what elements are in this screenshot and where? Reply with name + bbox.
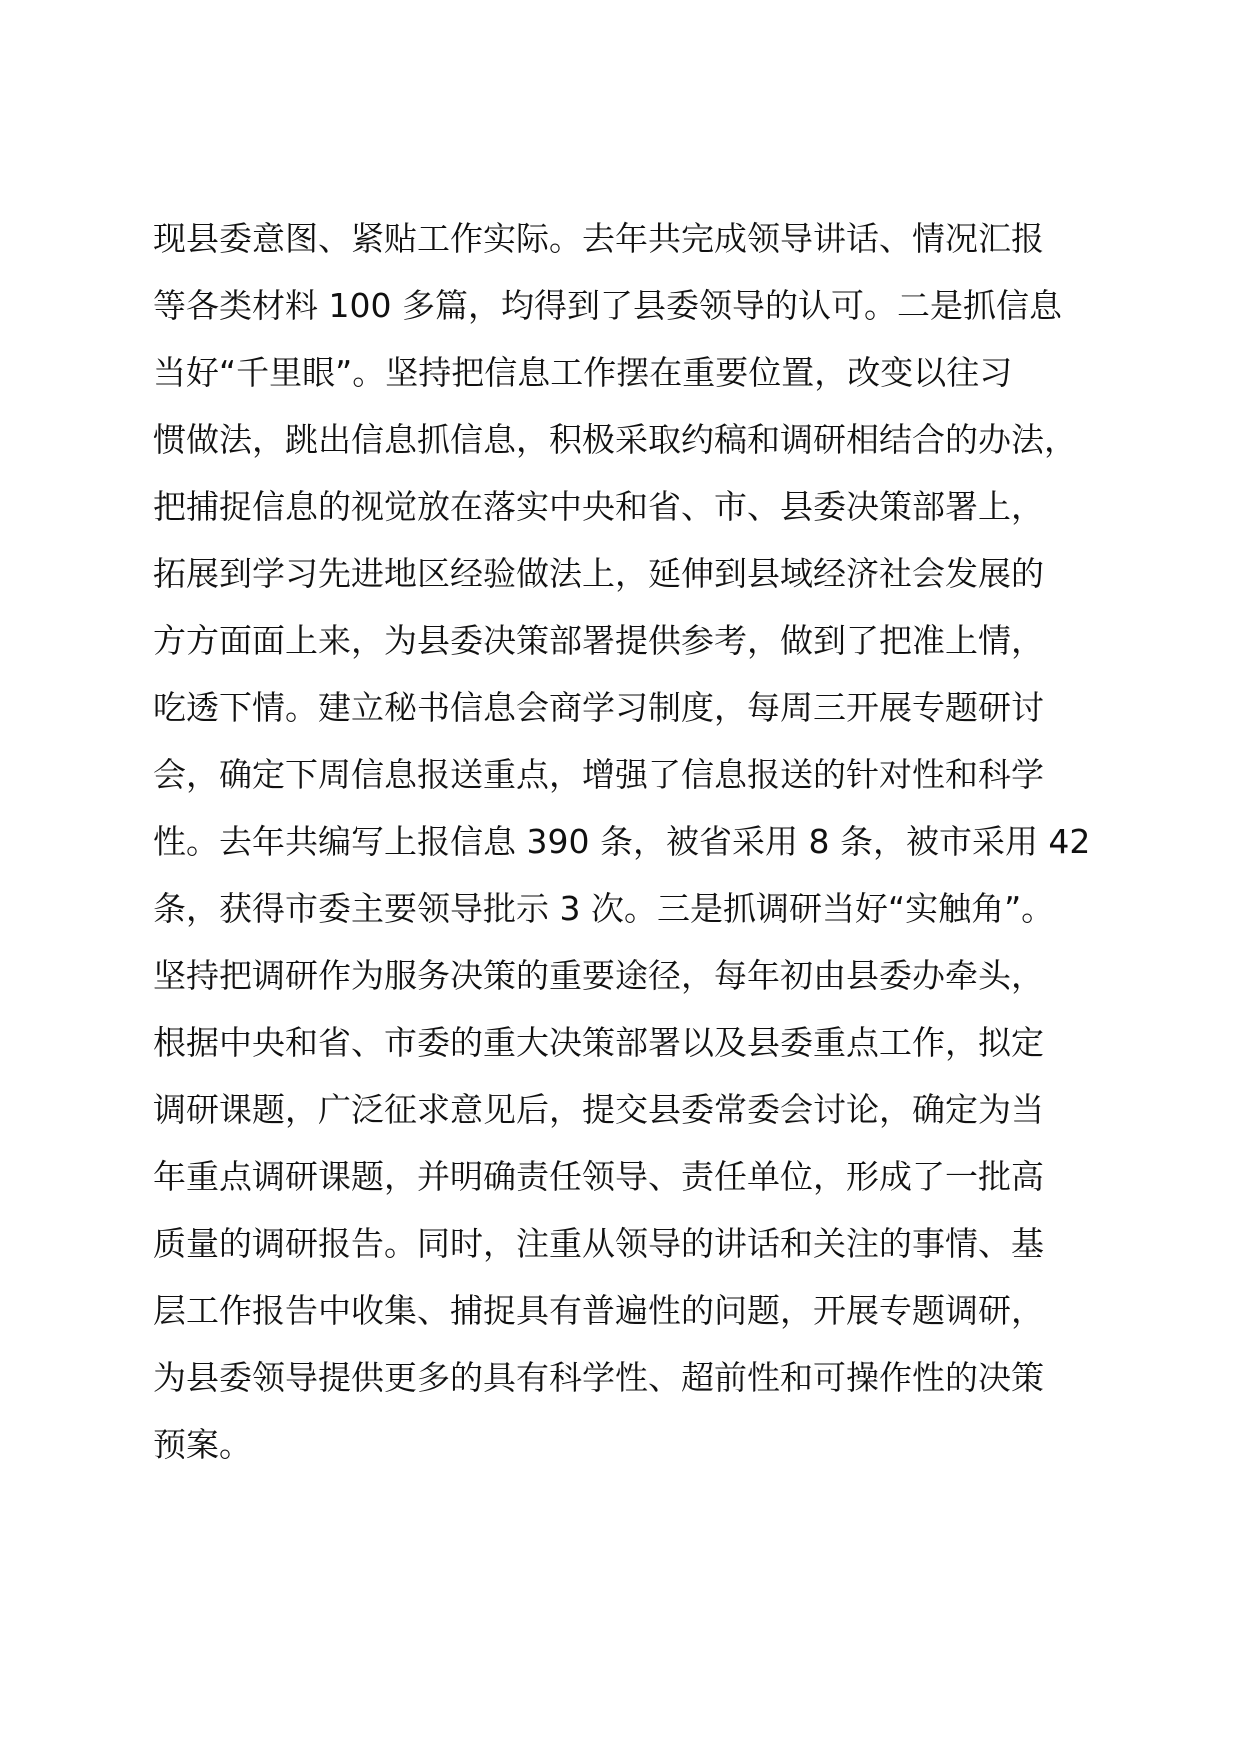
text-line: 预案。 bbox=[153, 1425, 252, 1464]
text-line: 性。去年共编写上报信息 390 条，被省采用 8 条，被市采用 42 bbox=[153, 822, 1091, 861]
text-line: 会，确定下周信息报送重点，增强了信息报送的针对性和科学 bbox=[153, 755, 1044, 794]
text-line: 为县委领导提供更多的具有科学性、超前性和可操作性的决策 bbox=[153, 1358, 1044, 1397]
text-line: 拓展到学习先进地区经验做法上，延伸到县域经济社会发展的 bbox=[153, 554, 1044, 593]
text-line: 吃透下情。建立秘书信息会商学习制度，每周三开展专题研讨 bbox=[153, 688, 1044, 727]
text-line: 条，获得市委主要领导批示 3 次。三是抓调研当好“实触角”。 bbox=[153, 889, 1055, 928]
text-line: 年重点调研课题，并明确责任领导、责任单位，形成了一批高 bbox=[153, 1157, 1044, 1196]
text-line: 根据中央和省、市委的重大决策部署以及县委重点工作，拟定 bbox=[153, 1023, 1044, 1062]
text-line: 层工作报告中收集、捕捉具有普遍性的问题，开展专题调研， bbox=[153, 1291, 1044, 1330]
text-line: 把捕捉信息的视觉放在落实中央和省、市、县委决策部署上， bbox=[153, 487, 1044, 526]
text-line: 质量的调研报告。同时，注重从领导的讲话和关注的事情、基 bbox=[153, 1224, 1044, 1263]
text-line: 调研课题，广泛征求意见后，提交县委常委会讨论，确定为当 bbox=[153, 1090, 1044, 1129]
text-line: 方方面面上来，为县委决策部署提供参考，做到了把准上情， bbox=[153, 621, 1044, 660]
text-line: 当好“千里眼”。坚持把信息工作摆在重要位置，改变以往习 bbox=[153, 353, 1013, 392]
text-line: 等各类材料 100 多篇，均得到了县委领导的认可。二是抓信息 bbox=[153, 286, 1062, 325]
text-line: 现县委意图、紧贴工作实际。去年共完成领导讲话、情况汇报 bbox=[153, 219, 1044, 258]
text-line: 惯做法，跳出信息抓信息，积极采取约稿和调研相结合的办法， bbox=[153, 420, 1077, 459]
text-line: 坚持把调研作为服务决策的重要途径，每年初由县委办牵头， bbox=[153, 956, 1044, 995]
body-paragraph bbox=[153, 205, 1113, 1478]
